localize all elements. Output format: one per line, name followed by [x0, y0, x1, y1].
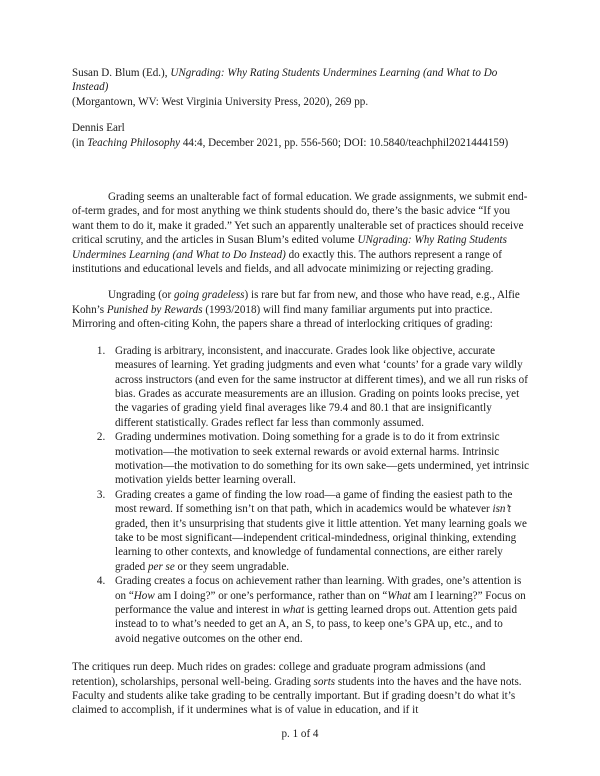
- paragraph-text: do exactly this. The authors represent a range of institutions and educational levels and fields, and all advocate minimizing or rejecting grading.: [72, 248, 502, 276]
- paragraph-text: students into the haves and the have nots. Faculty and students alike take grading to be centrally important. But if grading doesn’t do what it’s claimed to accomplish, if it undermines what is of value in education, and if it: [72, 675, 522, 717]
- emphasis: isn’t: [492, 503, 512, 516]
- citation-details: 44:4, December 2021, pp. 556-560; DOI: 10.5840/teachphil2021444159): [180, 136, 509, 149]
- book-reference: [72, 66, 530, 109]
- list-item-text: Grading undermines motivation. Doing something for a grade is to do it from extrinsic motivation—the motivation to seek external rewards or avoid external harms. Intrinsic motivation—the motivation to do something for its own sake—gets undermined, yet intrinsic motivation yields better learning overall.: [115, 431, 530, 487]
- list-item: [108, 574, 530, 646]
- document-page: [72, 66, 530, 718]
- list-item-text: am I learning?” Focus on performance the value and interest in: [115, 589, 526, 616]
- book-editor: Susan D. Blum (Ed.),: [72, 67, 171, 79]
- list-item-text: Grading creates a focus on achievement rather than learning. With grades, one’s attention is on “: [115, 575, 522, 602]
- list-item: [108, 488, 530, 574]
- book-title: UNgrading: Why Rating Students Undermines Learning (and What to Do Instead): [72, 67, 498, 94]
- list-item: [108, 344, 530, 430]
- paragraph-text: ) is rare but far from new, and those who have read, e.g., Alfie Kohn’s: [72, 289, 520, 316]
- paragraph-text: The critiques run deep. Much rides on grades: college and graduate program admissions (and retention), scholarships, personal well-being. Grading: [72, 661, 486, 688]
- page-number: p. 1 of 4: [281, 728, 319, 740]
- kohn-book-title: Punished by Rewards: [106, 303, 203, 316]
- list-item-text: Grading creates a game of finding the low road—a game of finding the easiest path to the most reward. If something isn’t on that path, which in academics would be whatever: [115, 488, 513, 516]
- paragraph-text: Ungrading (or: [108, 289, 174, 302]
- book-title-inline: UNgrading: Why Rating Students Undermines Learning (and What to Do Instead): [72, 234, 507, 261]
- list-item-text: graded, then it’s unsurprising that students give it little attention. Yet many learning goals we take to be most significant—independent critical-mindedness, original thinking, extending learning to other contexts, and knowledge of fundamental connections, are either rarely graded: [115, 517, 527, 573]
- critiques-list: [72, 344, 530, 647]
- list-item: [108, 430, 530, 488]
- paragraph-intro: [72, 190, 530, 276]
- paragraph-ungrading: [72, 288, 530, 331]
- journal-name: Teaching Philosophy: [87, 136, 181, 149]
- paragraph-critiques: [72, 660, 530, 718]
- list-item-text: or they seem ungradable.: [174, 560, 290, 573]
- emphasis: per se: [147, 560, 175, 573]
- paragraph-text: Grading seems an unalterable fact of formal education. We grade assignments, we submit end-of-term grades, and for most anything we think students should do, there’s the basic advice “If you want them to do it, make it graded.” Yet such an apparently unalterable set of practices should receive critical scrutiny, and the articles in Susan Blum’s edited volume: [72, 191, 528, 247]
- citation-prefix: (in: [72, 136, 88, 149]
- list-item-text: Grading is arbitrary, inconsistent, and inaccurate. Grades look like objective, accurate measures of learning. Yet grading judgments and even what ‘counts’ for a grade vary wildly across instructors (and even for the same instructor at different times), and we all run risks of bias. Grades as accurate measurements are an illusion. Grading on points looks precise, yet the vagaries of grading yield final averages like 79.4 and 80.1 that are insignificantly different statistically. Grades reflect far less than commonly assumed.: [115, 344, 528, 429]
- reviewer-name: Dennis Earl: [72, 122, 125, 135]
- reviewer-reference: [72, 121, 530, 150]
- emphasis: How: [133, 589, 155, 602]
- paragraph-text: (1993/2018) will find many familiar arguments put into practice. Mirroring and often-citing Kohn, the papers share a thread of interlocking critiques of grading:: [72, 303, 493, 331]
- term-italic: going gradeless: [173, 289, 245, 302]
- book-publisher: (Morgantown, WV: West Virginia University Press, 2020), 269 pp.: [72, 95, 369, 108]
- emphasis: sorts: [313, 675, 336, 688]
- emphasis: What: [387, 589, 411, 602]
- emphasis: what: [282, 604, 305, 616]
- list-item-text: am I doing?” or one’s performance, rather than on “: [154, 589, 388, 602]
- list-item-text: is getting learned drops out. Attention gets paid instead to to what’s needed to get an A, an S, to pass, to keep one’s GPA up, etc., and to avoid negative outcomes on the other end.: [115, 604, 518, 645]
